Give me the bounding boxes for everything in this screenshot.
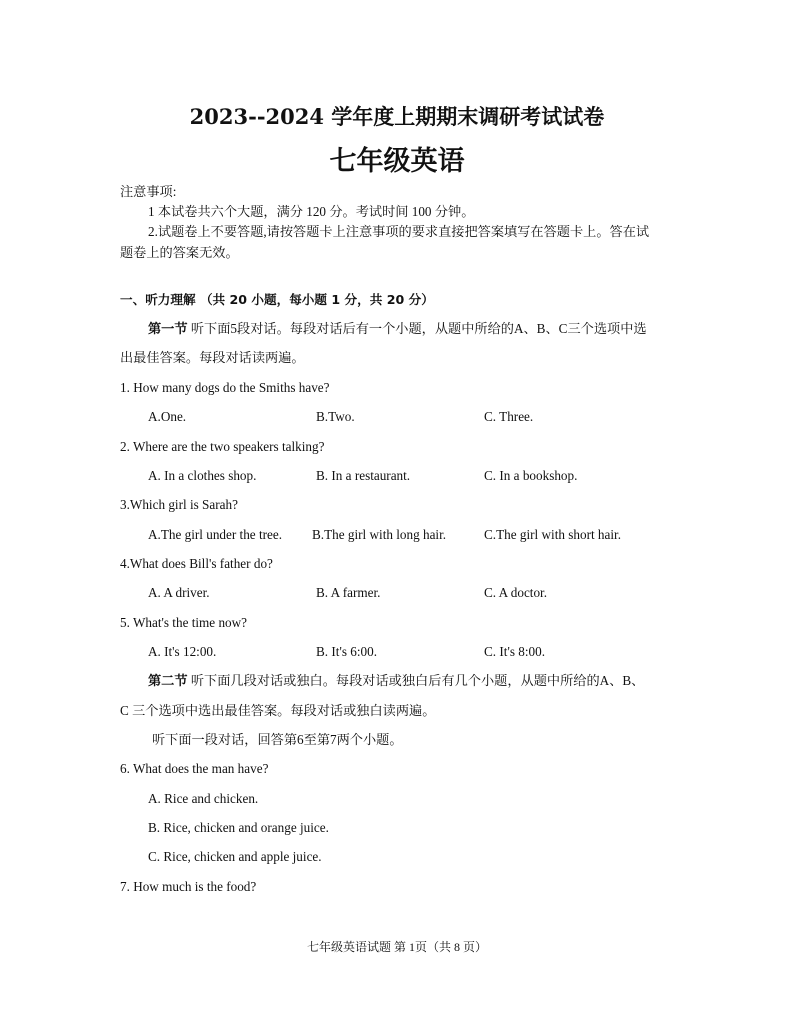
- question-5-option-c: C. It's 8:00.: [484, 644, 545, 659]
- question-6-option-a: A. Rice and chicken.: [148, 791, 259, 806]
- question-4-option-b: B. A farmer.: [316, 585, 381, 600]
- question-2-option-c: C. In a bookshop.: [484, 468, 578, 483]
- section2-instruction-line2: C 三个选项中选出最佳答案。每段对话或独白读两遍。: [120, 703, 436, 718]
- section1-text: 听下面5段对话。每段对话后有一个小题，从题中所给的A、B、C三个选项中选: [187, 321, 647, 336]
- page-footer: 七年级英语试题 第 1页（共 8 页）: [306, 940, 487, 954]
- question-2: 2. Where are the two speakers talking?: [120, 439, 325, 454]
- question-7: 7. How much is the food?: [120, 879, 257, 894]
- question-3-option-a: A.The girl under the tree.: [148, 527, 283, 542]
- question-5-option-a: A. It's 12:00.: [148, 644, 217, 659]
- question-2-option-b: B. In a restaurant.: [316, 468, 411, 483]
- notice-item-1: 1 本试卷共六个大题，满分 120 分。考试时间 100 分钟。: [148, 204, 475, 219]
- question-3: 3.Which girl is Sarah?: [120, 497, 238, 512]
- question-1: 1. How many dogs do the Smiths have?: [120, 380, 330, 395]
- question-3-option-c: C.The girl with short hair.: [484, 527, 621, 542]
- notice-heading: 注意事项:: [120, 184, 177, 199]
- exam-subtitle: 七年级英语: [329, 146, 465, 177]
- section1-instruction-line1: [148, 320, 647, 338]
- dialog-instruction: 听下面一段对话，回答第6至第7两个小题。: [152, 732, 403, 747]
- question-1-option-a: A.One.: [148, 409, 187, 424]
- question-4: 4.What does Bill's father do?: [120, 556, 273, 571]
- notice-item-2-line1: 2.试题卷上不要答题,请按答题卡上注意事项的要求直接把答案填写在答题卡上。答在试: [148, 224, 650, 239]
- question-1-option-b: B.Two.: [316, 409, 355, 424]
- part1-heading: 一、听力理解 （共 20 小题，每小题 1 分，共 20 分）: [120, 292, 434, 307]
- section2-instruction-line1: [148, 672, 644, 690]
- section1-label: 第一节: [148, 321, 188, 336]
- question-1-option-c: C. Three.: [484, 409, 534, 424]
- question-6-option-c: C. Rice, chicken and apple juice.: [148, 849, 322, 864]
- section2-text: 听下面几段对话或独白。每段对话或独白后有几个小题，从题中所给的A、B、: [187, 673, 645, 688]
- section2-label: 第二节: [148, 673, 188, 688]
- question-4-option-c: C. A doctor.: [484, 585, 548, 600]
- notice-item-2-line2: 题卷上的答案无效。: [120, 245, 239, 260]
- question-4-option-a: A. A driver.: [148, 585, 210, 600]
- question-6: 6. What does the man have?: [120, 761, 269, 776]
- exam-title: 2023--2024 学年度上期期末调研考试试卷: [189, 104, 605, 129]
- question-5: 5. What's the time now?: [120, 615, 248, 630]
- question-5-option-b: B. It's 6:00.: [316, 644, 377, 659]
- question-3-option-b: B.The girl with long hair.: [312, 527, 447, 542]
- section1-instruction-line2: 出最佳答案。每段对话读两遍。: [120, 350, 305, 365]
- question-2-option-a: A. In a clothes shop.: [148, 468, 257, 483]
- question-6-option-b: B. Rice, chicken and orange juice.: [148, 820, 329, 835]
